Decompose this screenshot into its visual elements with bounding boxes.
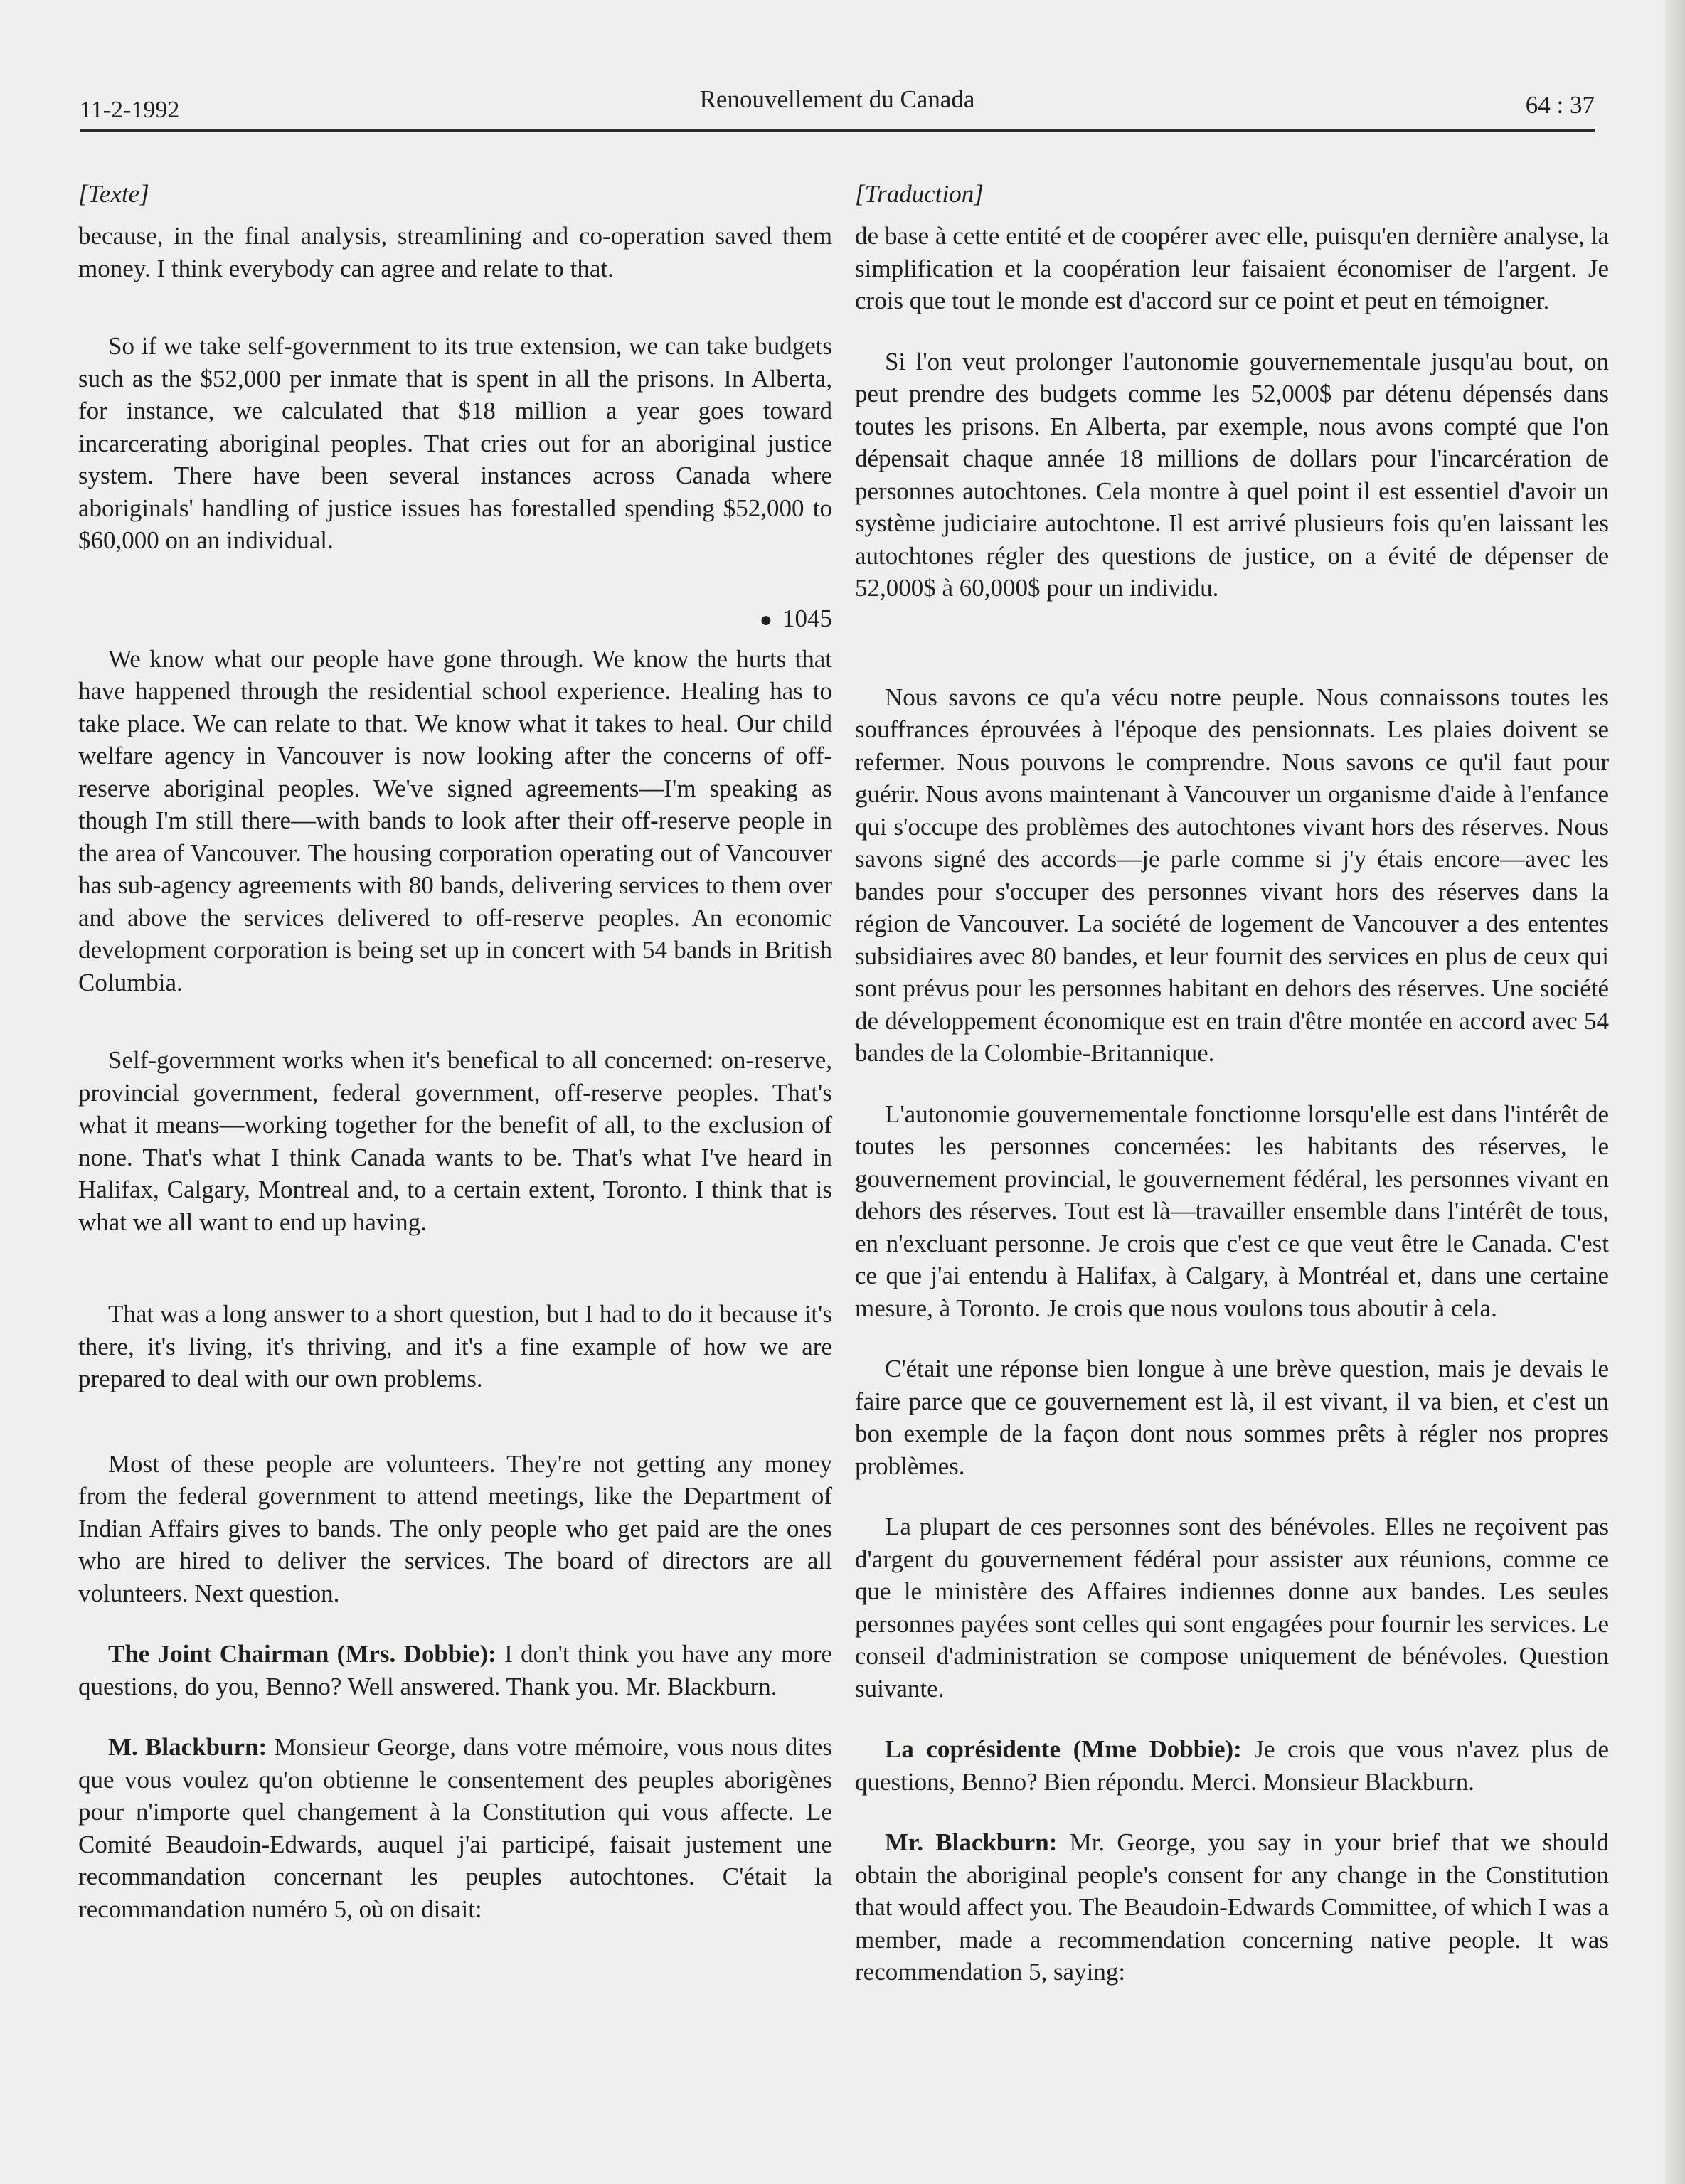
speaker-text: Monsieur George, dans votre mémoire, vous nous dites que vous voulez qu'on obtienne le consentement des peuples aborigènes pour n'importe quel changement à la Constitution qui vous affecte. Le Comité Beaudoin-Edwards, auquel j'ai participé, faisait justement une recommandation concernant les peuples autochtones. C'était la recommandation numéro 5, où on disait:: [78, 1733, 832, 1923]
time-marker: [78, 602, 832, 634]
paragraph: We know what our people have gone through. We know the hurts that have happened through the residential school experience. Healing has to take place. We can relate to that. We know what it takes to heal. Our child welfare agency in Vancouver is now looking after the concerns of off-reserve aboriginal peoples. We've signed agreements—I'm speaking as though I'm still there—with bands to look after their off-reserve people in the area of Vancouver. The housing corporation operating out of Vancouver has sub-agency agreements with 80 bands, delivering services to them over and above the services delivered to off-reserve peoples. An economic development corporation is being set up in concert with 54 bands in British Columbia.: [78, 644, 832, 996]
time-marker-text: 1045: [782, 604, 832, 632]
page-edge: [1665, 0, 1685, 2184]
speaker-name: Mr. Blackburn:: [885, 1828, 1058, 1856]
paragraph: because, in the final analysis, streamlining and co-operation saved them money. I think everybody can agree and relate to that.: [78, 222, 832, 282]
speaker-paragraph: [78, 1731, 832, 1925]
paragraph: L'autonomie gouvernementale fonctionne lorsqu'elle est dans l'intérêt de toutes les personnes concernées: les habitants des réserves, le gouvernement provincial, le gouvernement fédéral, les personnes vivant en dehors des réserves. Tout est là—travailler ensemble dans l'intérêt de tous, en n'excluant personne. Je crois que c'est ce que veut être le Canada. C'est ce que j'ai entendu à Halifax, à Calgary, à Montréal et, dans une certaine mesure, à Toronto. Je crois que nous voulons tous aboutir à cela.: [855, 1099, 1609, 1322]
running-header: [80, 80, 1595, 132]
column-label: [Texte]: [78, 180, 149, 208]
french-column: [855, 178, 1609, 2017]
header-date: 11-2-1992: [80, 97, 180, 123]
page-number: 64 : 37: [1525, 91, 1595, 119]
column-label: [Traduction]: [855, 180, 984, 208]
paragraph: C'était une réponse bien longue à une brève question, mais je devais le faire parce que ce gouvernement est là, il est vivant, il va bien, et c'est un bon exemple de la façon dont nous sommes prêts à régler nos propres problèmes.: [855, 1355, 1609, 1480]
speaker-text: Mr. George, you say in your brief that we should obtain the aboriginal people's consent for any change in the Constitution that would affect you. The Beaudoin-Edwards Committee, of which I was a member, made a recommendation concerning native people. It was recommendation 5, saying:: [855, 1828, 1609, 1986]
speaker-paragraph: [855, 1826, 1609, 1988]
paragraph: Nous savons ce qu'a vécu notre peuple. Nous connaissons toutes les souffrances éprouvées à l'époque des pensionnats. Les plaies doivent se refermer. Nous pouvons le comprendre. Nous savons ce qu'il faut pour guérir. Nous avons maintenant à Vancouver un organisme d'aide à l'enfance qui s'occupe des problèmes des autochtones vivant hors des réserves. Nous savons signé des accords—je parle comme si j'y étais encore—avec les bandes pour s'occuper des personnes vivant hors des réserves dans la région de Vancouver. La société de logement de Vancouver a des ententes subsidiaires avec 80 bandes, et leur fournit des services en plus de ceux qui sont prévus pour les personnes habitant en dehors des réserves. Une société de développement économique est en train d'être montée en accord avec 54 bandes de la Colombie-Britannique.: [855, 683, 1609, 1067]
speaker-name: La coprésidente (Mme Dobbie):: [885, 1735, 1242, 1763]
speaker-paragraph: [855, 1733, 1609, 1798]
paragraph: de base à cette entité et de coopérer avec elle, puisqu'en dernière analyse, la simplification et la coopération leur faisaient économiser de l'argent. Je crois que tout le monde est d'accord sur ce point et peut en témoigner.: [855, 222, 1609, 314]
english-column: [78, 178, 832, 1954]
paragraph: That was a long answer to a short question, but I had to do it because it's there, it's living, it's thriving, and it's a fine example of how we are prepared to deal with our own problems.: [78, 1300, 832, 1392]
paragraph: Si l'on veut prolonger l'autonomie gouvernementale jusqu'au bout, on peut prendre des budgets comme les 52,000$ par détenu dépensés dans toutes les prisons. En Alberta, par exemple, nous avons compté que l'on dépensait chaque année 18 millions de dollars pour l'incarcération de personnes autochtones. Cela montre à quel point il est essentiel d'avoir un système judiciaire autochtone. Il est arrivé plusieurs fois qu'en laissant les autochtones régler des questions de justice, on a évité de dépenser de 52,000$ à 60,000$ pour un individu.: [855, 347, 1609, 602]
speaker-text: Je crois que vous n'avez plus de questions, Benno? Bien répondu. Merci. Monsieur Blackburn.: [855, 1735, 1609, 1796]
bullet-icon: ●: [759, 607, 772, 632]
speaker-name: M. Blackburn:: [108, 1733, 267, 1761]
header-title: Renouvellement du Canada: [699, 85, 975, 113]
speaker-paragraph: [78, 1638, 832, 1703]
speaker-name: The Joint Chairman (Mrs. Dobbie):: [108, 1640, 496, 1668]
speaker-text: I don't think you have any more questions, do you, Benno? Well answered. Thank you. Mr. Blackburn.: [78, 1640, 833, 1700]
paragraph: Most of these people are volunteers. They're not getting any money from the federal government to attend meetings, like the Department of Indian Affairs gives to bands. The only people who get paid are the ones who are hired to deliver the services. The board of directors are all volunteers. Next question.: [78, 1449, 832, 1607]
paragraph: La plupart de ces personnes sont des bénévoles. Elles ne reçoivent pas d'argent du gouvernement fédéral pour assister aux réunions, comme ce que le ministère des Affaires indiennes donne aux bandes. Les seules personnes payées sont celles qui sont engagées pour fournir les services. Le conseil d'administration se compose uniquement de bénévoles. Question suivante.: [855, 1513, 1609, 1703]
paragraph: Self-government works when it's benefical to all concerned: on-reserve, provincial government, federal government, off-reserve peoples. That's what it means—working together for the benefit of all, to the exclusion of none. That's what I think Canada wants to be. That's what I've heard in Halifax, Calgary, Montreal and, to a certain extent, Toronto. I think that is what we all want to end up having.: [78, 1046, 832, 1236]
paragraph: So if we take self-government to its true extension, we can take budgets such as the $52,000 per inmate that is spent in all the prisons. In Alberta, for instance, we calculated that $18 million a year goes toward incarcerating aboriginal peoples. That cries out for an aboriginal justice system. There have been several instances across Canada where aboriginals' handling of justice issues has forestalled spending $52,000 to $60,000 on an individual.: [78, 332, 832, 554]
